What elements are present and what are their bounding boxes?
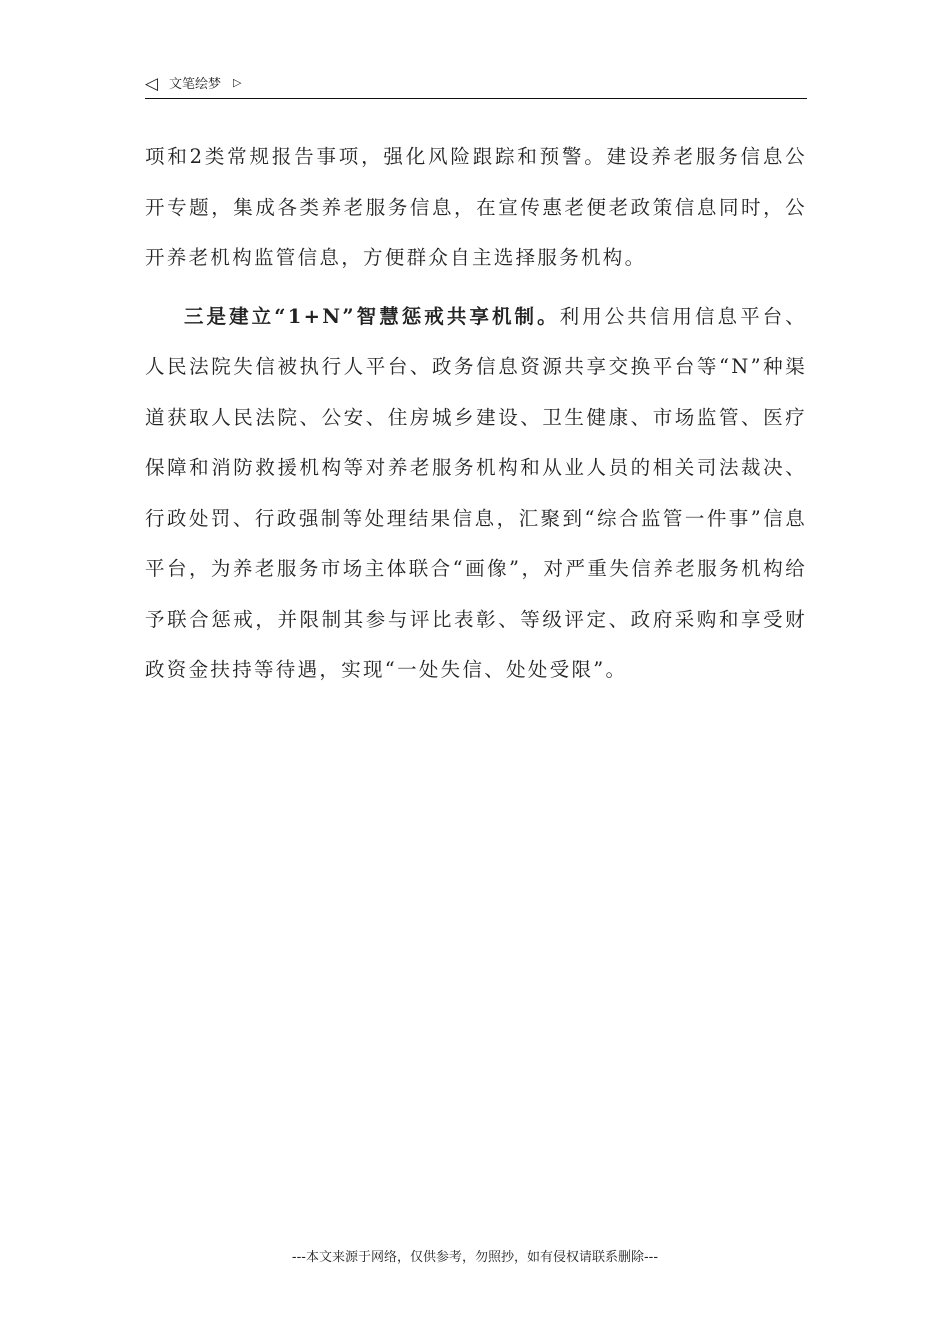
page-header	[145, 72, 807, 99]
left-triangle-icon: ◁	[145, 74, 159, 94]
page-footer-disclaimer: ---本文来源于网络，仅供参考，勿照抄，如有侵权请联系删除---	[291, 1250, 659, 1265]
paragraph-2-body: 利用公共信用信息平台、人民法院失信被执行人平台、政务信息资源共享交换平台等“N”种渠道获取人民法院、公安、住房城乡建设、卫生健康、市场监管、医疗保障和消防救援机构等对养老服务机构和从业人员的相关司法裁决、行政处罚、行政强制等处理结果信息，汇聚到“综合监管一件事”信息平台，为养老服务市场主体联合“画像”，对严重失信养老服务机构给予联合惩戒，并限制其参与评比表彰、等级评定、政府采购和享受财政资金扶持等待遇，实现“一处失信、处处受限”。	[145, 304, 807, 681]
paragraph-1: 项和2类常规报告事项，强化风险跟踪和预警。建设养老服务信息公开专题，集成各类养老服务信息，在宣传惠老便老政策信息同时，公开养老机构监管信息，方便群众自主选择服务机构。	[145, 145, 807, 269]
paragraph-2	[145, 292, 807, 696]
paragraph-2-lead: 三是建立“1+N”智慧惩戒共享机制。	[184, 304, 560, 328]
document-body	[145, 132, 807, 696]
right-triangle-icon: ▷	[233, 76, 242, 89]
header-title: 文笔绘梦	[169, 77, 222, 92]
